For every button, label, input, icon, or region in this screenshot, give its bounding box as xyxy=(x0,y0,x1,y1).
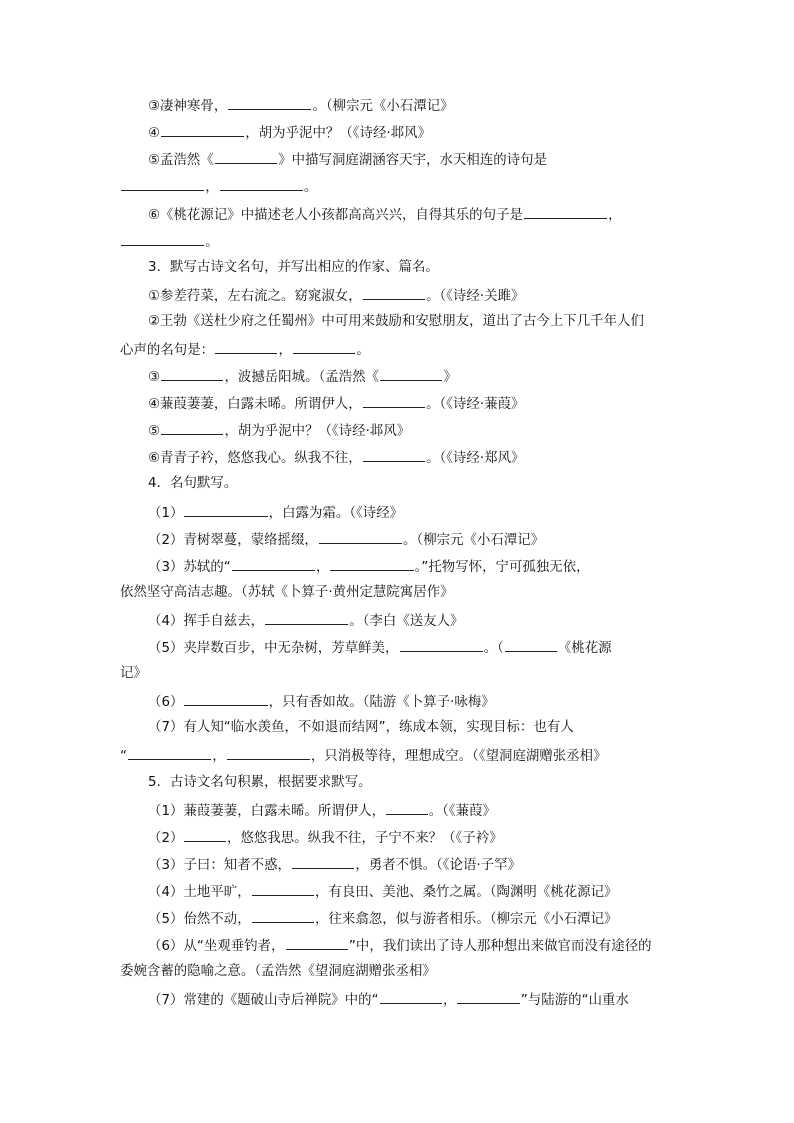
answer-blank[interactable] xyxy=(363,393,425,408)
text-line: （2）青树翠蔓，蒙络摇缀， 。（柳宗元《小石潭记》 xyxy=(148,529,544,551)
text-line: 记》 xyxy=(120,666,147,681)
answer-blank[interactable] xyxy=(161,420,223,435)
text-line: （5）佁然不动， ，往来翕忽，似与游者相乐。（柳宗元《小石潭记》 xyxy=(148,908,617,930)
text-line: ④ ，胡为乎泥中？（《诗经·邶风》 xyxy=(148,122,431,144)
answer-blank[interactable] xyxy=(215,149,277,164)
answer-blank[interactable] xyxy=(232,556,315,571)
text-line: ①参差荇菜，左右流之。窈窕淑女， 。（《诗经·关雎》 xyxy=(148,285,525,307)
answer-blank[interactable] xyxy=(161,366,223,381)
answer-blank[interactable] xyxy=(457,989,519,1004)
section-heading: 3．默写古诗文名句，并写出相应的作家、篇名。 xyxy=(148,260,439,275)
answer-blank[interactable] xyxy=(286,935,348,950)
text-line: ⑥青青子衿，悠悠我心。纵我不往， 。（《诗经·郑风》 xyxy=(148,447,525,469)
answer-blank[interactable] xyxy=(363,285,425,300)
text-line: ③凄神寒骨， 。（柳宗元《小石潭记》 xyxy=(148,95,454,117)
answer-blank[interactable] xyxy=(330,556,413,571)
answer-blank[interactable] xyxy=(524,204,607,219)
answer-blank[interactable] xyxy=(319,529,402,544)
text-line: （7）有人知“临水羡鱼，不如退而结网”，练成本领，实现目标：也有人 xyxy=(148,720,574,735)
answer-blank[interactable] xyxy=(121,231,204,246)
answer-blank[interactable] xyxy=(386,800,428,815)
text-line: ⑤ ，胡为乎泥中？（《诗经·邶风》 xyxy=(148,420,410,442)
text-line: “ ， ，只消极等待，理想成空。（《望洞庭湖赠张丞相》 xyxy=(120,745,607,767)
text-line: ④蒹葭萋萋，白露未晞。所谓伊人， 。（《诗经·蒹葭》 xyxy=(148,393,525,415)
answer-blank[interactable] xyxy=(184,502,267,517)
text-line: （1）蒹葭萋萋，白露未晞。所谓伊人， 。（《蒹葭》 xyxy=(148,800,496,822)
text-line: 。 xyxy=(120,231,219,253)
answer-blank[interactable] xyxy=(252,908,314,923)
answer-blank[interactable] xyxy=(184,691,267,706)
answer-blank[interactable] xyxy=(161,122,244,137)
text-line: ②王勃《送杜少府之任蜀州》中可用来鼓励和安慰朋友，道出了古今上下几千年人们 xyxy=(148,314,644,329)
text-line: （3）子曰：知者不惑， ，勇者不惧。（《论语·子罕》 xyxy=(148,854,521,876)
section-heading: 4．名句默写。 xyxy=(148,476,238,491)
text-line: ③ ，波撼岳阳城。（孟浩然《 》 xyxy=(148,366,457,388)
answer-blank[interactable] xyxy=(227,745,310,760)
text-line: ⑤孟浩然《 》中描写洞庭湖涵容天宇，水天相连的诗句是 xyxy=(148,149,547,171)
text-line: 心声的名句是： ， 。 xyxy=(120,339,370,361)
answer-blank[interactable] xyxy=(380,366,442,381)
section-heading: 5．古诗文名句积累，根据要求默写。 xyxy=(148,775,372,790)
answer-blank[interactable] xyxy=(220,176,303,191)
text-line: （1） ，白露为霜。（《诗经》 xyxy=(148,502,403,524)
text-line: （7）常建的《题破山寺后禅院》中的“ ， ”与陆游的“山重水 xyxy=(148,989,629,1011)
answer-blank[interactable] xyxy=(265,610,348,625)
answer-blank[interactable] xyxy=(400,637,483,652)
answer-blank[interactable] xyxy=(505,637,557,652)
answer-blank[interactable] xyxy=(380,989,442,1004)
text-line: （5）夹岸数百步，中无杂树，芳草鲜美， 。（ 《桃花源 xyxy=(148,637,612,659)
text-line: （6） ，只有香如故。（陆游《卜算子·咏梅》 xyxy=(148,691,495,713)
answer-blank[interactable] xyxy=(252,881,314,896)
text-line: （6）从“坐观垂钓者， ”中，我们读出了诗人那种想出来做官而没有途径的 xyxy=(148,935,652,957)
answer-blank[interactable] xyxy=(293,339,355,354)
text-line: （4）土地平旷， ，有良田、美池、桑竹之属。（陶渊明《桃花源记》 xyxy=(148,881,617,903)
text-line: 依然坚守高洁志趣。（苏轼《卜算子·黄州定慧院寓居作》 xyxy=(120,585,454,600)
text-line: （3）苏轼的“ ， 。”托物写怀，宁可孤独无依， xyxy=(148,556,590,578)
answer-blank[interactable] xyxy=(128,745,211,760)
answer-blank[interactable] xyxy=(215,339,277,354)
answer-blank[interactable] xyxy=(184,827,226,842)
text-line: 委婉含蓄的隐喻之意。（孟浩然《望洞庭湖赠张丞相》 xyxy=(120,964,436,979)
text-line: ⑥《桃花源记》中描述老人小孩都高高兴兴，自得其乐的句子是 ， xyxy=(148,204,622,226)
text-line: ， 。 xyxy=(120,176,317,198)
answer-blank[interactable] xyxy=(363,447,425,462)
answer-blank[interactable] xyxy=(121,176,204,191)
text-line: （4）挥手自兹去， 。（李白《送友人》 xyxy=(148,610,464,632)
answer-blank[interactable] xyxy=(228,95,311,110)
text-line: （2） ，悠悠我思。纵我不往，子宁不来？（《子衿》 xyxy=(148,827,503,849)
answer-blank[interactable] xyxy=(292,854,354,869)
